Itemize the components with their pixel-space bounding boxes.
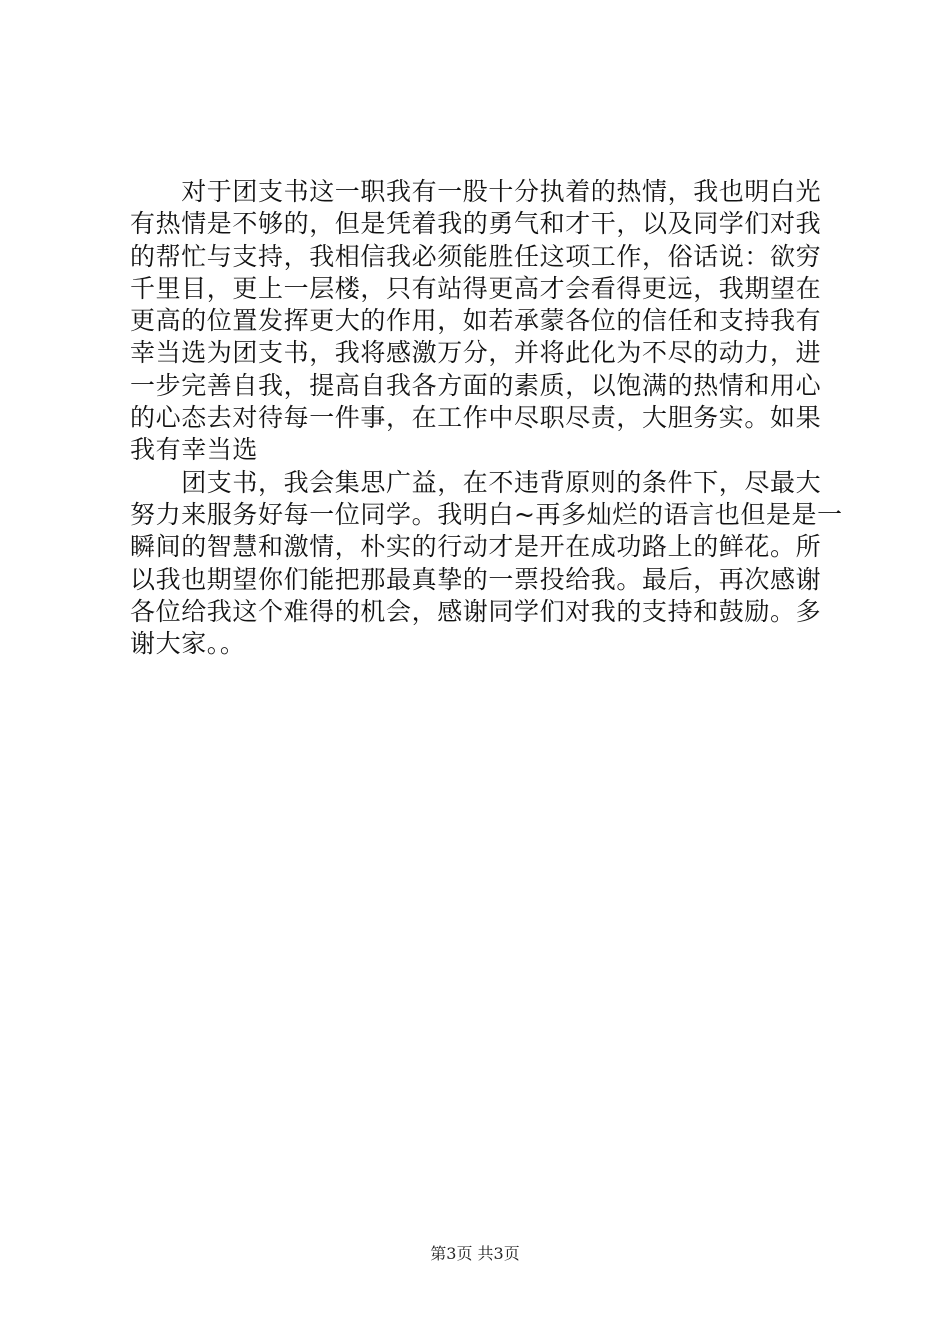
- text-line: 幸当选为团支书，我将感激万分，并将此化为不尽的动力，进: [130, 338, 822, 368]
- text-line: 的帮忙与支持，我相信我必须能胜任这项工作，俗话说：欲穷: [130, 241, 822, 271]
- text-line: 瞬间的智慧和激情，朴实的行动才是开在成功路上的鲜花。所: [130, 532, 822, 562]
- text-line: 的心态去对待每一件事，在工作中尽职尽责，大胆务实。如果: [130, 403, 822, 433]
- text-line: 努力来服务好每一位同学。我明白~再多灿烂的语言也但是是一: [130, 499, 843, 529]
- page-number-footer: 第3页 共3页: [430, 1244, 520, 1263]
- text-line: 千里目，更上一层楼，只有站得更高才会看得更远，我期望在: [130, 273, 822, 303]
- text-line: 我有幸当选: [130, 435, 259, 465]
- text-line: 对于团支书这一职我有一股十分执着的热情，我也明白光: [130, 177, 822, 206]
- body-text: [130, 176, 843, 660]
- text-line: 一步完善自我，提高自我各方面的素质，以饱满的热情和用心: [130, 370, 822, 400]
- text-line: 各位给我这个难得的机会，感谢同学们对我的支持和鼓励。多: [130, 596, 822, 626]
- text-line: 以我也期望你们能把那最真挚的一票投给我。最后，再次感谢: [130, 564, 822, 594]
- text-line: 谢大家。。: [130, 629, 246, 659]
- text-line: 团支书，我会集思广益，在不违背原则的条件下，尽最大: [130, 467, 822, 497]
- text-line: 有热情是不够的，但是凭着我的勇气和才干，以及同学们对我: [130, 209, 822, 239]
- text-line: 更高的位置发挥更大的作用，如若承蒙各位的信任和支持我有: [130, 306, 822, 336]
